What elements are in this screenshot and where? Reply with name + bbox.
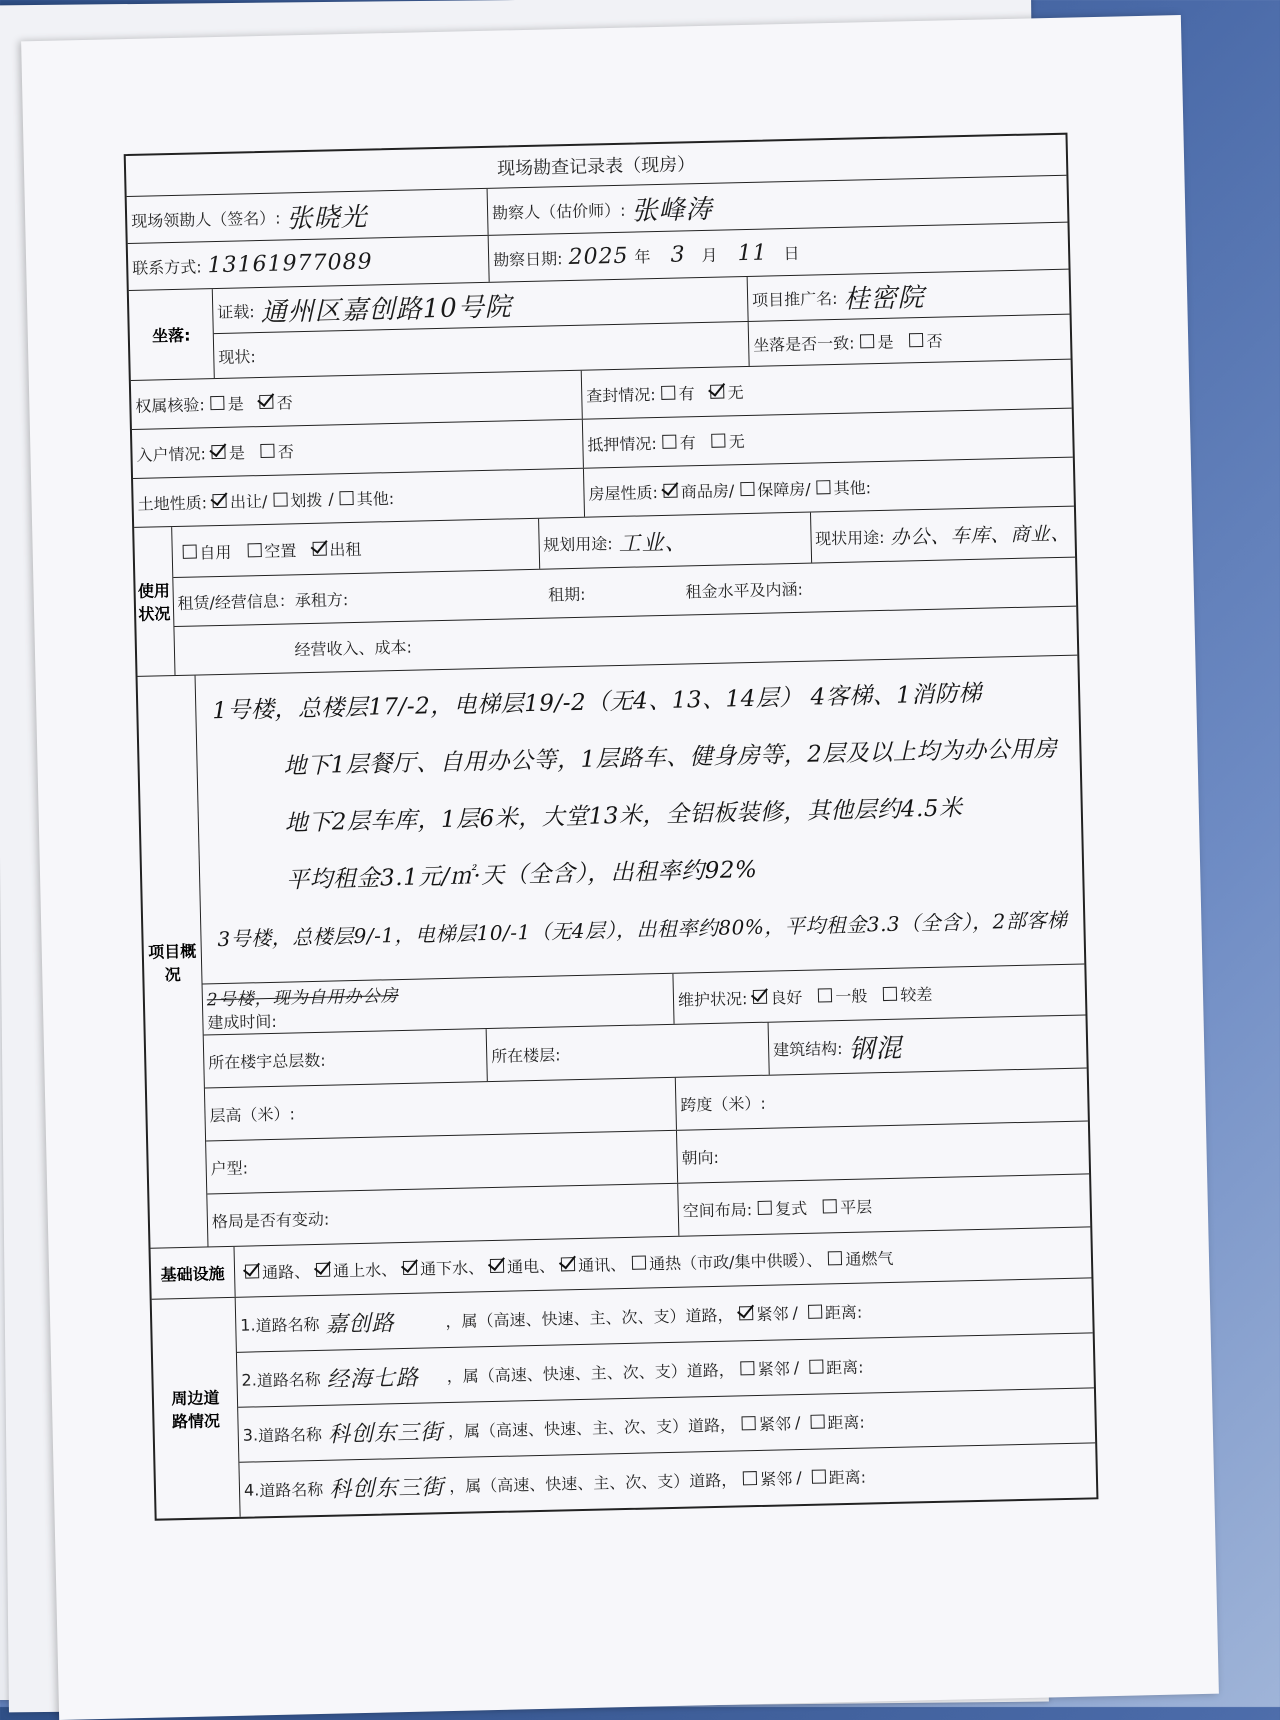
note-line: 平均租金3.1元/㎡·天（全含），出租率约92% (285, 856, 758, 894)
checked-checkbox-icon[interactable] (316, 1263, 330, 1277)
total-floors-cell (204, 1029, 487, 1087)
road-sep: / (792, 1302, 799, 1322)
match-cell (748, 315, 1071, 366)
checkbox-icon[interactable] (809, 1360, 823, 1374)
match-no[interactable]: 否 (903, 328, 943, 352)
checked-checkbox-icon[interactable] (664, 484, 678, 498)
space-flat[interactable]: 平层 (817, 1194, 873, 1218)
overview-notes (195, 656, 1084, 984)
rent-label: 租金水平及内涵: (685, 579, 804, 601)
use-rent[interactable]: 出租 (306, 536, 362, 560)
entry-yes[interactable]: 是 (206, 440, 246, 464)
usage-group (134, 506, 1077, 676)
overview-body (195, 656, 1090, 1247)
road-sep: / (793, 1357, 800, 1377)
promo-cell (747, 270, 1070, 321)
road-distance: 距离: (825, 1357, 864, 1377)
usage-side-label: 使用状况 (134, 527, 175, 676)
road-grade: ，属（高速、快速、主、次、支）道路， (449, 1470, 738, 1496)
entry-label: 入户情况: (136, 443, 207, 465)
infra-gas: 通燃气 (845, 1248, 894, 1269)
built-label: 建成时间: (207, 1011, 277, 1033)
checked-checkbox-icon (212, 445, 226, 459)
checkbox-icon[interactable] (741, 1361, 755, 1375)
checkbox-icon[interactable] (828, 1251, 842, 1265)
checked-checkbox-icon[interactable] (561, 1257, 575, 1271)
overview-group (138, 655, 1091, 1248)
checked-checkbox-icon[interactable] (739, 1306, 753, 1320)
road-name: 科创东三街 (327, 1419, 444, 1448)
surveyor-label: 勘察人（估价师）: (491, 200, 626, 223)
checkbox-icon[interactable] (632, 1256, 646, 1270)
cert-label: 证载: (217, 301, 255, 322)
seal-none[interactable]: 无 (704, 380, 744, 404)
orient-cell (676, 1121, 1089, 1182)
land-opt-allocate: 划拨 (290, 490, 323, 510)
infra-drainage: 通下水、 (419, 1257, 485, 1279)
space-cell (677, 1174, 1090, 1235)
planned-cell (538, 513, 811, 569)
form-title: 现场勘查记录表（现房） (496, 154, 696, 180)
term-label: 租期: (547, 584, 586, 605)
roads-body (236, 1278, 1097, 1516)
promo-label: 项目推广名: (751, 288, 838, 310)
road-label: 道路名称 (259, 1479, 324, 1500)
checkbox-icon[interactable] (742, 1416, 756, 1430)
contact-label: 联系方式: (132, 256, 202, 278)
unit-label: 户型: (210, 1158, 249, 1178)
checkbox-icon[interactable] (808, 1305, 822, 1319)
income-label: 经营收入、成本: (294, 637, 413, 659)
house-label: 房屋性质: (588, 482, 659, 504)
ownership-yes[interactable]: 是 (205, 391, 245, 415)
road-distance: 距离: (828, 1467, 867, 1487)
location-side-label: 坐落: (129, 289, 215, 380)
note-line: 3号楼，总楼层9/-1，电梯层10/-1（无4层），出租率约80%，平均租金3.3（全含），2部客梯 (217, 907, 1068, 952)
land-cell (133, 469, 584, 527)
struck-note: 2号楼，现为自用办公房 (206, 986, 399, 1011)
checkbox-icon (182, 545, 196, 559)
infra-power: 通电、 (506, 1256, 556, 1277)
current-use-label: 现状用途: (814, 527, 885, 548)
leader-label: 现场领勘人（签名）: (130, 208, 281, 231)
note-line: 地下1层餐厅、自用办公等，1层路车、健身房等，2层及以上均为办公用房 (283, 736, 1058, 780)
checkbox-icon (661, 386, 675, 400)
land-opt-transfer: 出让/ (229, 491, 268, 512)
note-line: 1号楼，总楼层17/-2，电梯层19/-2（无4、13、14层） 4客梯、1消防梯 (211, 680, 983, 725)
usage-status-cell (172, 519, 539, 577)
road-grade: ，属（高速、快速、主、次、支）道路， (446, 1360, 735, 1386)
date-label: 勘察日期: (492, 248, 563, 270)
house-opt-commercial: 商品房/ (680, 480, 735, 502)
checkbox-icon (663, 435, 677, 449)
structure-value: 钢混 (848, 1033, 903, 1065)
contact-value: 13161977089 (207, 248, 373, 278)
checked-checkbox-icon (260, 395, 274, 409)
land-sep: / (328, 488, 334, 509)
land-opt-other: 其他: (356, 488, 395, 509)
note-line: 地下2层车库，1层6米，大堂13米，全铝板装修，其他层约4.5米 (284, 795, 963, 837)
ownership-label: 权属核验: (135, 394, 206, 416)
road-name: 嘉创路 (325, 1310, 395, 1338)
roads-side-label: 周边道路情况 (152, 1298, 241, 1519)
span-cell (675, 1068, 1088, 1129)
road-num: 4. (243, 1479, 260, 1500)
space-duplex[interactable]: 复式 (752, 1195, 808, 1219)
paper-sheet (21, 15, 1219, 1720)
span-label: 跨度（米）: (680, 1093, 766, 1115)
house-opt-other: 其他: (833, 477, 872, 498)
checked-checkbox-icon[interactable] (245, 1264, 259, 1278)
date-month-unit: 月 (701, 245, 718, 265)
checked-checkbox-icon[interactable] (213, 494, 227, 508)
checkbox-icon (909, 333, 923, 347)
checkbox-icon (247, 543, 261, 557)
mortgage-label: 抵押情况: (587, 433, 658, 455)
checkbox-icon[interactable] (743, 1471, 757, 1485)
checkbox-icon[interactable] (740, 482, 754, 496)
lease-label: 租赁/经营信息：承租方: (177, 589, 349, 613)
layout-change-cell (207, 1184, 678, 1247)
overview-side-label: 项目概况 (138, 676, 209, 1248)
road-num: 3. (242, 1424, 259, 1445)
road-distance: 距离: (824, 1302, 863, 1322)
maint-bad[interactable]: 较差 (877, 981, 933, 1005)
checkbox-icon[interactable] (810, 1415, 824, 1429)
surveyor-signature: 张峰涛 (631, 194, 713, 227)
height-label: 层高（米）: (209, 1103, 296, 1125)
road-name: 科创东三街 (329, 1474, 445, 1503)
leader-cell (127, 189, 488, 243)
road-sep: / (795, 1467, 802, 1487)
layout-change-label: 格局是否有变动: (211, 1209, 330, 1231)
checkbox-icon[interactable] (811, 1469, 825, 1483)
match-yes[interactable]: 是 (854, 329, 894, 353)
current-label: 现状: (218, 346, 256, 367)
ownership-no[interactable]: 否 (254, 390, 294, 414)
road-label: 道路名称 (257, 1424, 323, 1445)
checkbox-icon[interactable] (816, 480, 830, 494)
maint-good[interactable]: 良好 (747, 984, 803, 1008)
infra-heating: 通热（市政/集中供暖）、 (648, 1250, 823, 1273)
seal-have[interactable]: 有 (655, 381, 695, 405)
structure-cell (767, 1015, 1086, 1074)
date-day: 11 (737, 239, 768, 266)
date-day-unit: 日 (783, 243, 800, 263)
house-opt-affordable: 保障房/ (757, 479, 811, 500)
use-self[interactable]: 自用 (176, 539, 232, 563)
checkbox-icon (883, 987, 897, 1001)
floor-cell (486, 1023, 769, 1081)
checkbox-icon (818, 988, 832, 1002)
date-year-unit: 年 (634, 246, 651, 267)
road-adjacent: 紧邻 (758, 1413, 792, 1434)
road-adjacent: 紧邻 (757, 1358, 790, 1379)
floor-label: 所在楼层: (490, 1044, 561, 1066)
planned-value: 工业、 (618, 529, 688, 557)
infra-road: 通路、 (261, 1261, 311, 1282)
promo-value: 桂密院 (843, 282, 925, 315)
planned-label: 规划用途: (543, 533, 613, 555)
road-num: 1. (240, 1314, 256, 1335)
checked-checkbox-icon (312, 542, 326, 556)
road-grade: ，属（高速、快速、主、次、支）道路， (445, 1305, 734, 1331)
structure-label: 建筑结构: (772, 1038, 843, 1060)
seal-label: 查封情况: (586, 384, 656, 406)
road-grade: ，属（高速、快速、主、次、支）道路， (447, 1415, 737, 1441)
road-sep: / (794, 1412, 801, 1432)
contact-cell (128, 236, 489, 290)
checkbox-icon (712, 433, 726, 447)
checked-checkbox-icon (753, 990, 767, 1004)
road-adjacent: 紧邻 (759, 1468, 793, 1489)
checked-checkbox-icon[interactable] (490, 1259, 504, 1273)
cert-value: 通州区嘉创路10号院 (260, 291, 513, 328)
infra-water-supply: 通上水、 (332, 1259, 398, 1281)
use-vacant[interactable]: 空置 (241, 538, 297, 562)
maint-ok[interactable]: 一般 (812, 983, 868, 1007)
checkbox-icon[interactable] (340, 491, 354, 505)
road-num: 2. (241, 1369, 258, 1390)
checkbox-icon (860, 334, 874, 348)
maint-label: 维护状况: (677, 988, 748, 1010)
mortgage-none[interactable]: 无 (706, 429, 746, 453)
total-floors-label: 所在楼宇总层数: (208, 1050, 326, 1072)
date-year: 2025 (568, 243, 629, 270)
land-label: 土地性质: (137, 492, 208, 514)
checkbox-icon (211, 396, 225, 410)
orient-label: 朝向: (681, 1147, 720, 1168)
current-use-value: 办公、车库、商业、 (890, 522, 1071, 549)
current-use-cell (810, 507, 1075, 563)
mortgage-have[interactable]: 有 (657, 430, 697, 454)
checkbox-icon[interactable] (273, 492, 287, 506)
checkbox-icon (758, 1201, 772, 1215)
match-label: 坐落是否一致: (752, 333, 855, 355)
usage-body (172, 507, 1078, 675)
road-label: 道路名称 (255, 1314, 320, 1335)
leader-signature: 张晓光 (286, 202, 368, 234)
road-label: 道路名称 (256, 1369, 322, 1390)
entry-no[interactable]: 否 (255, 439, 295, 463)
road-distance: 距离: (827, 1412, 865, 1432)
space-label: 空间布局: (682, 1199, 753, 1221)
survey-form (124, 133, 1099, 1521)
checked-checkbox-icon (710, 385, 724, 399)
checkbox-icon (823, 1199, 837, 1213)
road-adjacent: 紧邻 (756, 1303, 789, 1324)
roads-group (152, 1277, 1097, 1518)
checkbox-icon (261, 444, 275, 458)
infra-telecom: 通讯、 (577, 1254, 627, 1275)
date-month: 3 (670, 241, 686, 268)
infra-side-label: 基础设施 (151, 1247, 236, 1299)
checked-checkbox-icon[interactable] (403, 1261, 417, 1275)
road-name: 经海七路 (326, 1365, 420, 1393)
